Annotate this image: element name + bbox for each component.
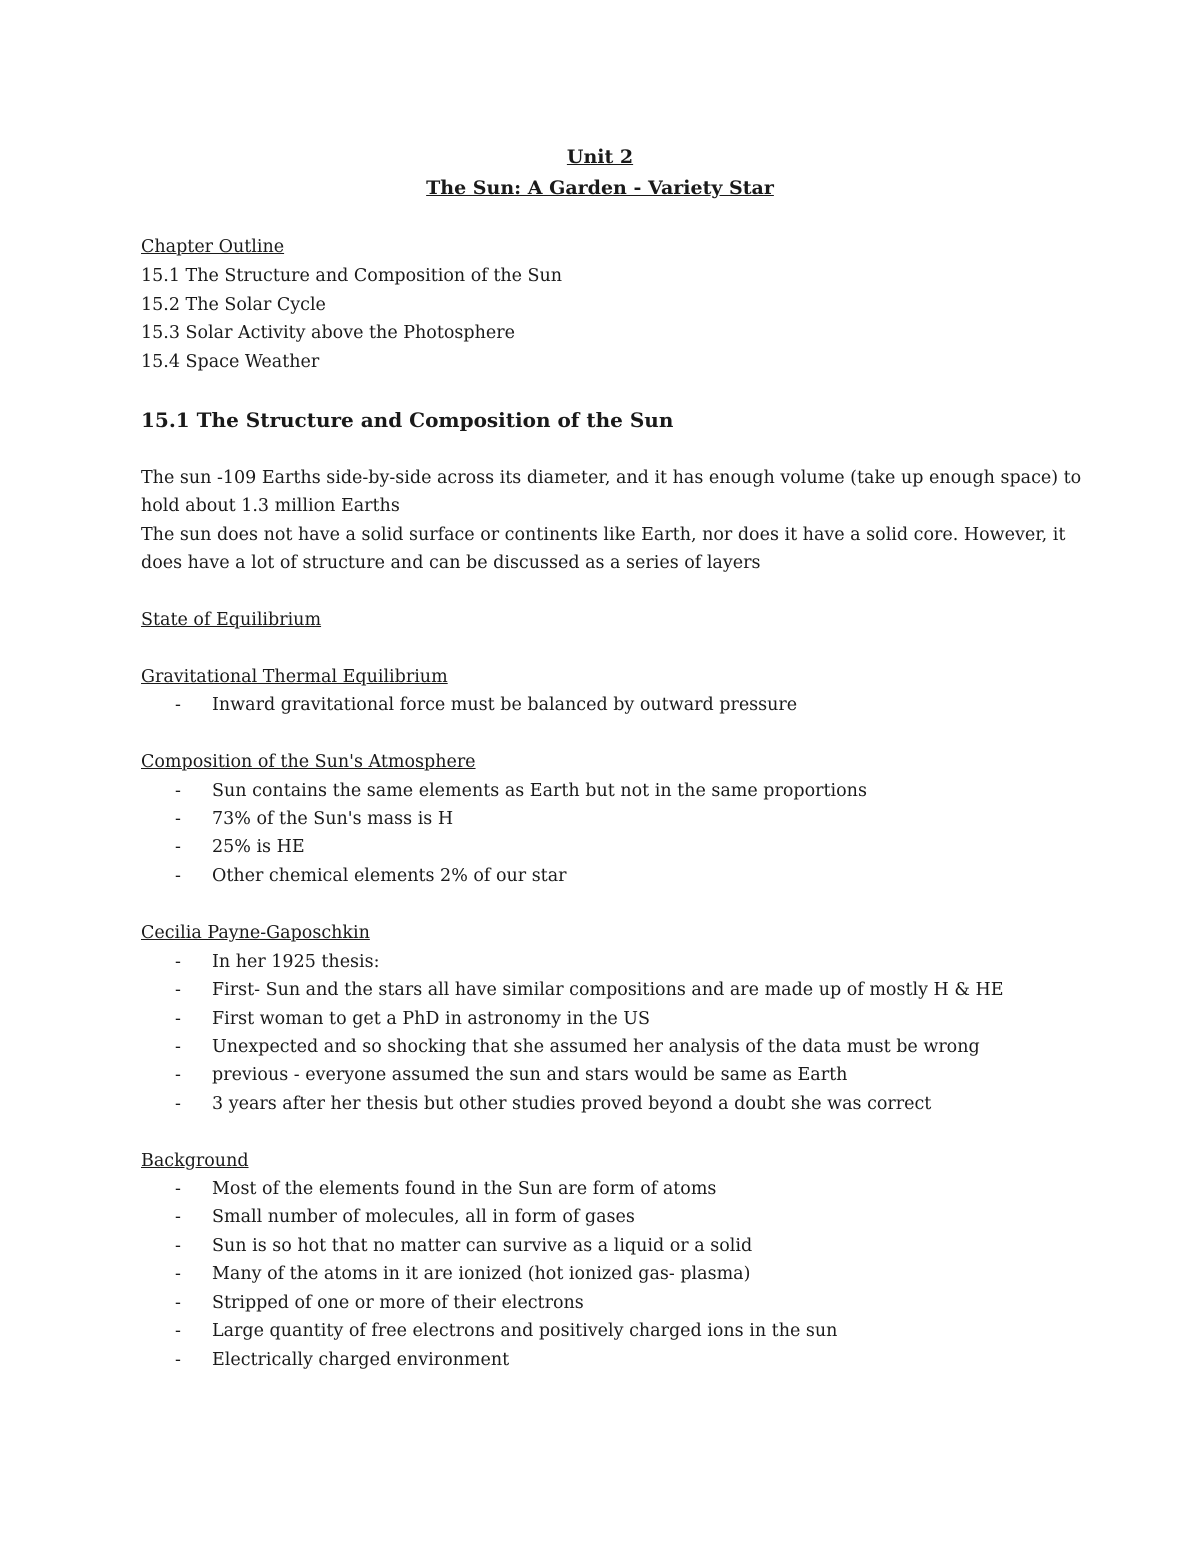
subsection-heading: Composition of the Sun's Atmosphere (141, 752, 476, 772)
subsection-heading: Cecilia Payne-Gaposchkin (141, 923, 370, 943)
bullet-marker: - (175, 1009, 181, 1029)
bullet-marker: - (175, 952, 181, 972)
bullet-marker: - (175, 837, 181, 857)
bullet-text: Sun is so hot that no matter can survive as a liquid or a solid (212, 1236, 753, 1256)
state-of-equilibrium-heading: State of Equilibrium (141, 610, 322, 630)
bullet-text: Most of the elements found in the Sun are form of atoms (212, 1179, 717, 1199)
bullet-text: Large quantity of free electrons and positively charged ions in the sun (212, 1321, 838, 1341)
document-subtitle: The Sun: A Garden - Variety Star (426, 177, 774, 199)
bullet-text: Small number of molecules, all in form of gases (212, 1207, 635, 1227)
bullet-text: 25% is HE (212, 837, 305, 857)
paragraph-line: does have a lot of structure and can be discussed as a series of layers (141, 553, 761, 573)
outline-heading: Chapter Outline (141, 237, 285, 257)
unit-title: Unit 2 (566, 146, 634, 168)
bullet-marker: - (175, 1094, 181, 1114)
bullet-text: Inward gravitational force must be balanced by outward pressure (212, 695, 798, 715)
outline-item: 15.1 The Structure and Composition of the Sun (141, 266, 563, 286)
bullet-marker: - (175, 809, 181, 829)
bullet-text: In her 1925 thesis: (212, 952, 380, 972)
bullet-marker: - (175, 980, 181, 1000)
bullet-text: 3 years after her thesis but other studies proved beyond a doubt she was correct (212, 1094, 932, 1114)
bullet-marker: - (175, 781, 181, 801)
bullet-text: Electrically charged environment (212, 1350, 510, 1370)
bullet-marker: - (175, 1350, 181, 1370)
paragraph-line: The sun -109 Earths side-by-side across its diameter, and it has enough volume (take up enough space) to (141, 468, 1082, 488)
outline-item: 15.3 Solar Activity above the Photosphere (141, 323, 515, 343)
bullet-marker: - (175, 1179, 181, 1199)
bullet-text: Sun contains the same elements as Earth but not in the same proportions (212, 781, 867, 801)
bullet-text: Stripped of one or more of their electrons (212, 1293, 584, 1313)
bullet-text: First woman to get a PhD in astronomy in the US (212, 1009, 650, 1029)
section-heading: 15.1 The Structure and Composition of the Sun (141, 408, 674, 432)
paragraph-line: The sun does not have a solid surface or continents like Earth, nor does it have a solid core. However, it (141, 525, 1066, 545)
paragraph-line: hold about 1.3 million Earths (141, 496, 400, 516)
bullet-text: First- Sun and the stars all have similar compositions and are made up of mostly H & HE (212, 980, 1004, 1000)
bullet-marker: - (175, 1207, 181, 1227)
bullet-marker: - (175, 1037, 181, 1057)
bullet-text: Many of the atoms in it are ionized (hot ionized gas- plasma) (212, 1264, 751, 1284)
bullet-text: previous - everyone assumed the sun and stars would be same as Earth (212, 1065, 848, 1085)
bullet-text: Unexpected and so shocking that she assumed her analysis of the data must be wrong (212, 1037, 980, 1057)
outline-item: 15.4 Space Weather (141, 352, 320, 372)
subsection-heading: Background (141, 1151, 249, 1171)
bullet-marker: - (175, 1321, 181, 1341)
bullet-text: 73% of the Sun's mass is H (212, 809, 454, 829)
bullet-text: Other chemical elements 2% of our star (212, 866, 567, 886)
bullet-marker: - (175, 1264, 181, 1284)
bullet-marker: - (175, 1236, 181, 1256)
bullet-marker: - (175, 866, 181, 886)
bullet-marker: - (175, 695, 181, 715)
outline-item: 15.2 The Solar Cycle (141, 295, 326, 315)
bullet-marker: - (175, 1065, 181, 1085)
bullet-marker: - (175, 1293, 181, 1313)
subsection-heading: Gravitational Thermal Equilibrium (141, 667, 448, 687)
